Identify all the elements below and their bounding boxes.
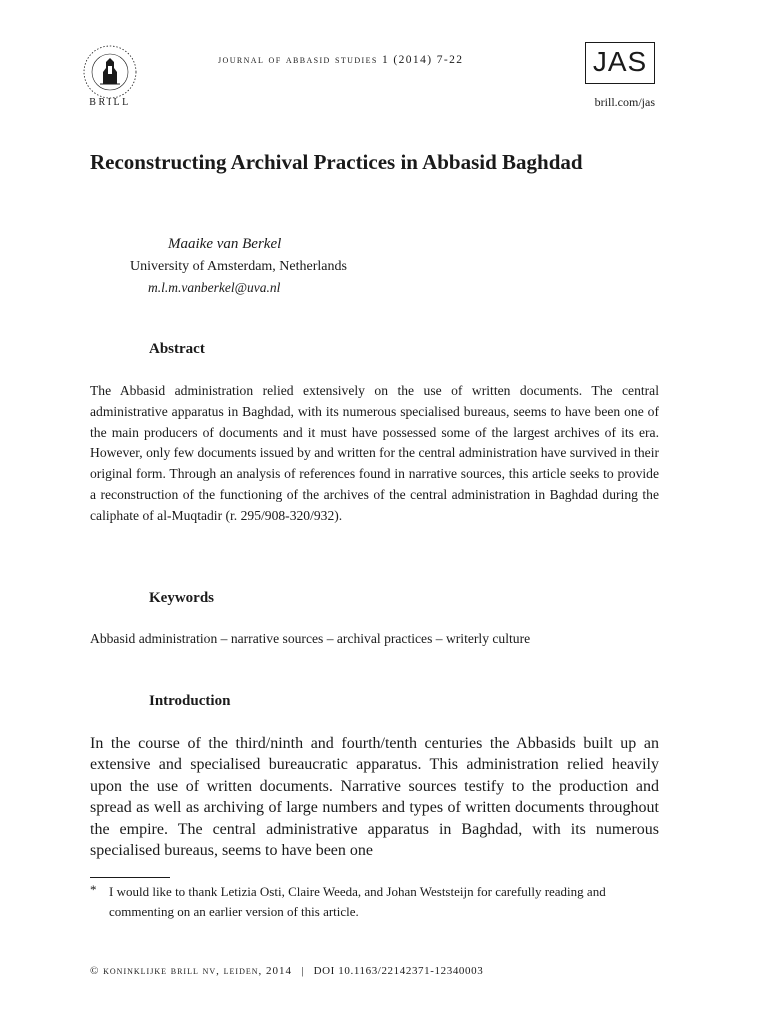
introduction-heading: Introduction [149,693,231,709]
introduction-text: In the course of the third/ninth and fourth/tenth centuries the Abbasids built up an extensive and specialised bureaucratic apparatus. This administration relied heavily upon the use of written documents. Narrative sources testify to the production and spread as well as archiving of large numbers and types of written documents throughout the empire. The central administrative apparatus in Baghdad, with its numerous specialised bureaus, seems to have been one [90,735,659,860]
footnote-divider [90,877,170,878]
journal-url[interactable]: brill.com/jas [594,95,655,109]
abstract-heading: Abstract [149,341,205,357]
author-email[interactable]: m.l.m.vanberkel@uva.nl [148,280,281,295]
footer-separator: | [301,965,305,977]
footnote-mark: * [90,882,97,897]
abstract-text: The Abbasid administration relied extensively on the use of written documents. The central administrative apparatus in Baghdad, with its numerous specialised bureaus, seems to have been one of the main producers of documents and it must have possessed some of the largest archives of its era. However, only few documents issued by and written for the central administration have survived in their original form. Through an analysis of references found in narrative sources, this article seeks to provide a reconstruction of the functioning of the archives of the central administration in Baghdad during the caliphate of al-Muqtadir (r. 295/908-320/932). [90,383,659,523]
page-footer [90,965,483,977]
copyright-notice: © koninklijke brill nv, leiden, 2014 [90,965,293,977]
journal-abbrev-box: JAS [585,42,655,84]
keywords-list: Abbasid administration – narrative sources – archival practices – writerly culture [90,631,531,646]
journal-citation: journal of abbasid studies 1 (2014) 7-22 [218,54,464,66]
author-affiliation: University of Amsterdam, Netherlands [130,259,347,274]
keywords-heading: Keywords [149,590,214,606]
brill-seal-logo [82,44,138,100]
footnote-text: I would like to thank Letizia Osti, Claire Weeda, and Johan Weststeijn for carefully reading and commenting on an earlier version of this article. [109,884,606,919]
author-name: Maaike van Berkel [168,236,282,252]
publisher-name: BRILL [89,97,131,108]
article-title: Reconstructing Archival Practices in Abbasid Baghdad [90,150,583,174]
doi[interactable]: DOI 10.1163/22142371-12340003 [313,965,484,977]
